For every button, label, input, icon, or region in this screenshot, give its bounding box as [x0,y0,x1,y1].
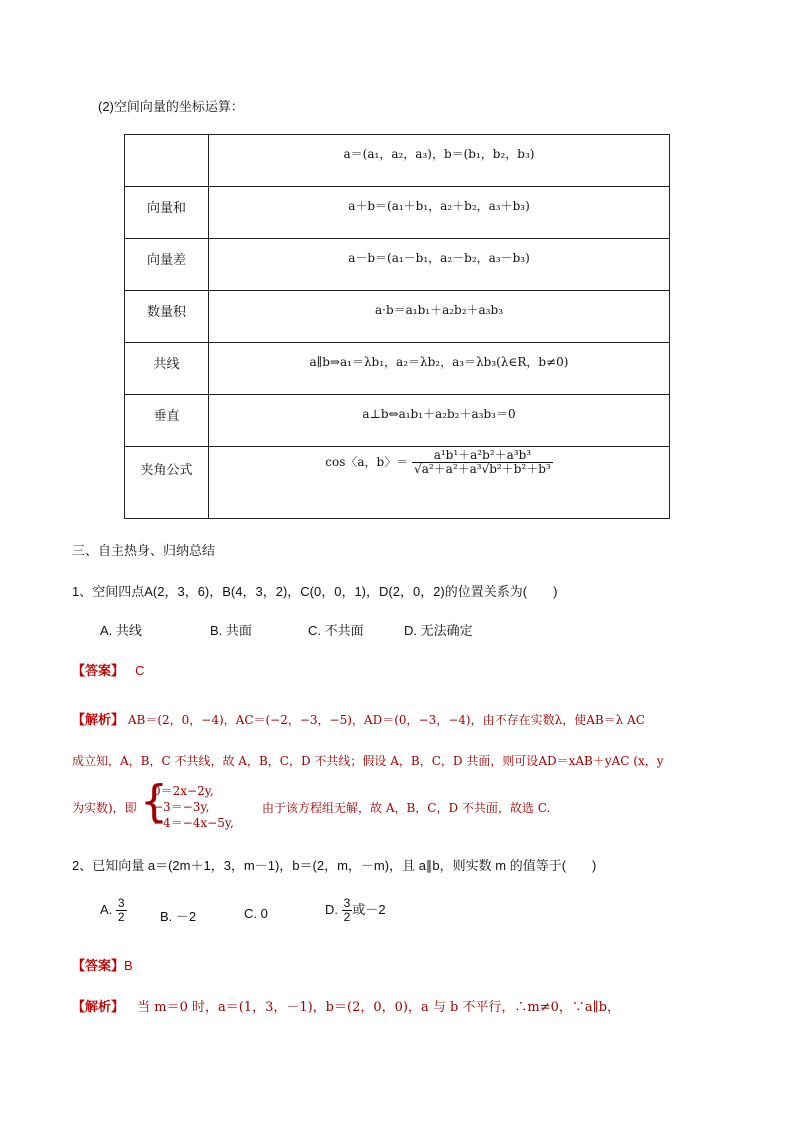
fraction-numerator: 3 [343,896,351,910]
option-letter: A. [100,901,113,917]
equation-line: −3＝−3y, [153,800,210,814]
row-label: 向量和 [125,187,209,239]
row-formula: a∥b⇒a₁＝λb₁，a₂＝λb₂，a₃＝λb₃(λ∈R，b≠0) [209,343,670,395]
fraction-denominator: √a²＋a²＋a³√b²＋b²＋b³ [414,462,551,476]
fraction-numerator: a¹b¹＋a²b²＋a³b³ [412,449,553,463]
row-formula: a·b＝a₁b₁＋a₂b₂＋a₃b₃ [209,291,670,343]
table-corner-cell [125,135,209,187]
q2-analysis [72,996,620,1015]
fraction-denominator: 2 [117,910,125,924]
formula-fraction [412,449,553,476]
q1-option-a: A. 共线 [100,623,142,638]
row-label: 共线 [125,343,209,395]
q1-option-b: B. 共面 [210,623,252,638]
analysis-text: AB＝(2，0，−4)，AC＝(−2，−3，−5)，AD＝(0，−3，−4)，由不存在实数λ，使AB＝λ AC [127,713,645,727]
q2-answer [72,955,133,974]
row-label: 数量积 [125,291,209,343]
table-header-cell: a＝(a₁，a₂，a₃)，b＝(b₁，b₂，b₃) [209,135,670,187]
equation-line: −4＝−4x−5y, [153,816,234,830]
row-formula: a⊥b⇔a₁b₁＋a₂b₂＋a₃b₃＝0 [209,395,670,447]
formula-prefix: cos〈a，b〉＝ [325,455,409,469]
left-brace-icon: { [140,776,168,827]
option-letter: D. [325,901,338,917]
analysis-label: 【解析】 [72,999,125,1014]
answer-value: B [124,958,133,973]
vector-ops-table [124,134,670,519]
section-heading: (2)空间向量的坐标运算： [98,99,244,114]
q2-stem: 2、已知向量 a＝(2m＋1，3，m－1)，b＝(2，m，－m)，且 a∥b，则实数 m 的值等于( ) [72,858,597,873]
row-formula: a－b＝(a₁－b₁，a₂－b₂，a₃－b₃) [209,239,670,291]
analysis-text: 当 m＝0 时，a＝(1，3，－1)，b＝(2，0，0)，a 与 b 不平行，∴m≠0，∵a∥b， [137,1000,620,1015]
q1-analysis-line2: 成立知，A，B，C 不共线，故 A，B，C，D 不共线；假设 A，B，C，D 共面，则可设AD＝xAB＋yAC (x，y [72,754,664,768]
row-label: 夹角公式 [125,447,209,519]
angle-formula [209,447,670,519]
option-suffix: 或－2 [352,901,386,917]
q2-option-c: C. 0 [244,906,268,921]
part-title: 三、自主热身、归纳总结 [72,543,216,558]
fraction-denominator: 2 [343,910,351,924]
row-label: 向量差 [125,239,209,291]
q2-option-b: B. －2 [160,909,197,924]
q1-answer [72,660,145,679]
q2-option-d [325,897,386,924]
q1-stem: 1、空间四点A(2，3，6)，B(4，3，2)，C(0，0，1)，D(2，0，2)的位置关系为( ) [72,584,558,599]
equation-system [153,783,234,831]
q1-option-d: D. 无法确定 [404,623,473,638]
option-fraction [116,897,127,924]
row-label: 垂直 [125,395,209,447]
q1-analysis-line3a: 为实数)，即 [72,801,137,815]
q1-analysis-line3b: 由于该方程组无解，故 A，B，C，D 不共面，故选 C. [262,801,551,815]
analysis-label: 【解析】 [72,712,125,727]
answer-value: C [135,663,145,678]
answer-label: 【答案】 [72,663,125,678]
row-formula: a＋b＝(a₁＋b₁，a₂＋b₂，a₃＋b₃) [209,187,670,239]
q2-option-a [100,897,127,924]
answer-label: 【答案】 [72,958,125,973]
q1-option-c: C. 不共面 [308,623,364,638]
option-fraction [342,897,353,924]
equation-line: 0＝2x−2y, [153,784,214,798]
q1-analysis-line1 [72,709,645,728]
fraction-numerator: 3 [117,896,125,910]
